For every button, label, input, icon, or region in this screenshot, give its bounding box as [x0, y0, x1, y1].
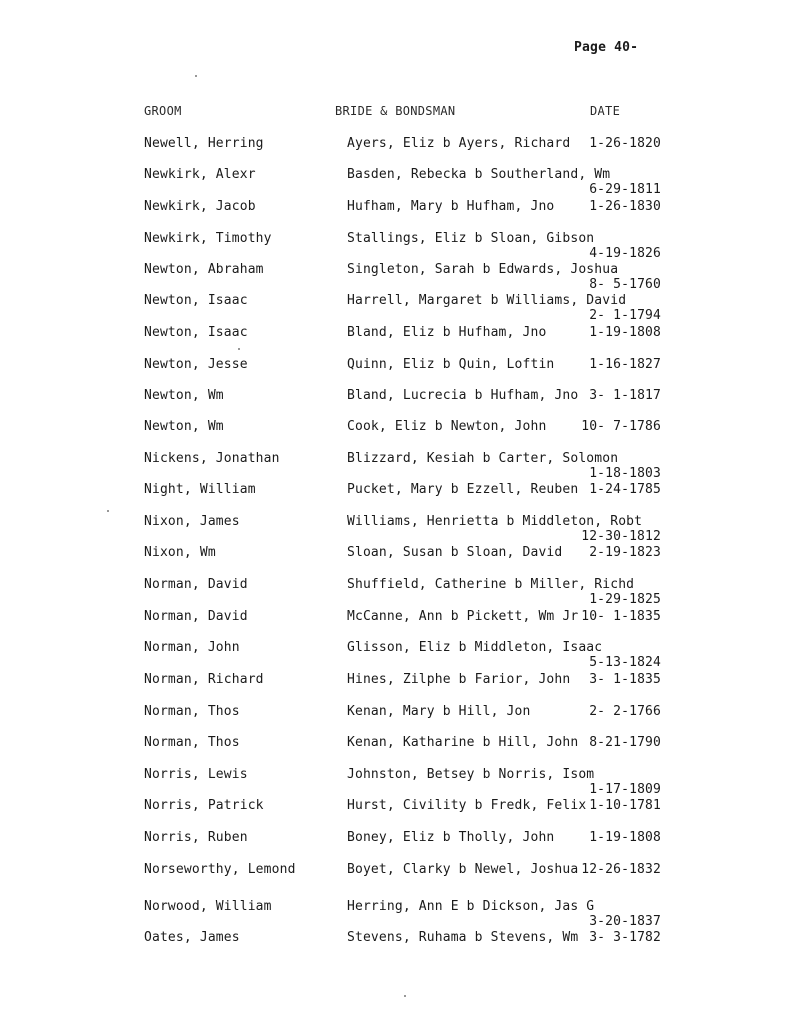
marriage-date: 1-16-1827 — [589, 357, 661, 372]
groom-name: Norman, David — [144, 577, 248, 592]
groom-name: Newton, Wm — [144, 419, 224, 434]
bride-bondsman: Kenan, Mary b Hill, Jon — [347, 704, 531, 719]
record-row — [0, 545, 800, 575]
bride-bondsman: Boney, Eliz b Tholly, John — [347, 830, 555, 845]
bride-bondsman: Kenan, Katharine b Hill, John — [347, 735, 579, 750]
groom-name: Newell, Herring — [144, 136, 264, 151]
record-row — [0, 899, 800, 929]
record-row — [0, 798, 800, 828]
bride-bondsman: Sloan, Susan b Sloan, David — [347, 545, 563, 560]
marriage-date: 10- 1-1835 — [581, 609, 661, 624]
bride-bondsman: Ayers, Eliz b Ayers, Richard — [347, 136, 571, 151]
groom-name: Norwood, William — [144, 899, 272, 914]
bride-bondsman: Johnston, Betsey b Norris, Isom — [347, 767, 595, 782]
groom-name: Nixon, Wm — [144, 545, 216, 560]
record-row — [0, 862, 800, 892]
record-row — [0, 704, 800, 734]
marriage-date: 1-18-1803 — [589, 466, 661, 481]
page-number: Page 40- — [574, 40, 639, 55]
record-row — [0, 136, 800, 166]
marriage-date: 3- 3-1782 — [589, 930, 661, 945]
bride-bondsman: Bland, Lucrecia b Hufham, Jno — [347, 388, 579, 403]
bride-bondsman: Stallings, Eliz b Sloan, Gibson — [347, 231, 595, 246]
scan-speck — [404, 995, 406, 997]
record-row — [0, 167, 800, 197]
record-row — [0, 293, 800, 323]
record-row — [0, 672, 800, 702]
marriage-date: 4-19-1826 — [589, 246, 661, 261]
marriage-date: 12-30-1812 — [581, 529, 661, 544]
scan-speck — [238, 348, 240, 350]
groom-name: Norman, John — [144, 640, 240, 655]
record-row — [0, 419, 800, 449]
marriage-date: 1-26-1830 — [589, 199, 661, 214]
bride-bondsman: Bland, Eliz b Hufham, Jno — [347, 325, 547, 340]
marriage-date: 3- 1-1817 — [589, 388, 661, 403]
groom-name: Newkirk, Jacob — [144, 199, 256, 214]
marriage-date: 1-19-1808 — [589, 325, 661, 340]
bride-bondsman: Pucket, Mary b Ezzell, Reuben — [347, 482, 579, 497]
marriage-date: 8-21-1790 — [589, 735, 661, 750]
marriage-date: 1-29-1825 — [589, 592, 661, 607]
marriage-date: 2- 1-1794 — [589, 308, 661, 323]
record-row — [0, 830, 800, 860]
groom-name: Newton, Abraham — [144, 262, 264, 277]
marriage-date: 12-26-1832 — [581, 862, 661, 877]
column-header-bride-bondsman: BRIDE & BONDSMAN — [335, 104, 456, 118]
groom-name: Newton, Jesse — [144, 357, 248, 372]
record-row — [0, 231, 800, 261]
bride-bondsman: Hurst, Civility b Fredk, Felix — [347, 798, 587, 813]
marriage-date: 1-24-1785 — [589, 482, 661, 497]
marriage-date: 3- 1-1835 — [589, 672, 661, 687]
record-row — [0, 482, 800, 512]
record-row — [0, 735, 800, 765]
scan-speck — [195, 75, 197, 77]
bride-bondsman: Hines, Zilphe b Farior, John — [347, 672, 571, 687]
groom-name: Newton, Isaac — [144, 325, 248, 340]
groom-name: Norman, Richard — [144, 672, 264, 687]
record-row — [0, 199, 800, 229]
groom-name: Newton, Isaac — [144, 293, 248, 308]
groom-name: Oates, James — [144, 930, 240, 945]
groom-name: Nixon, James — [144, 514, 240, 529]
record-row — [0, 640, 800, 670]
marriage-date: 1-19-1808 — [589, 830, 661, 845]
groom-name: Newton, Wm — [144, 388, 224, 403]
bride-bondsman: Williams, Henrietta b Middleton, Robt — [347, 514, 643, 529]
groom-name: Newkirk, Timothy — [144, 231, 272, 246]
bride-bondsman: Quinn, Eliz b Quin, Loftin — [347, 357, 555, 372]
marriage-date: 3-20-1837 — [589, 914, 661, 929]
record-row — [0, 767, 800, 797]
groom-name: Norman, David — [144, 609, 248, 624]
groom-name: Norris, Ruben — [144, 830, 248, 845]
bride-bondsman: Cook, Eliz b Newton, John — [347, 419, 547, 434]
scan-speck — [107, 510, 109, 512]
groom-name: Night, William — [144, 482, 256, 497]
column-header-date: DATE — [590, 104, 621, 118]
bride-bondsman: Hufham, Mary b Hufham, Jno — [347, 199, 555, 214]
groom-name: Nickens, Jonathan — [144, 451, 280, 466]
bride-bondsman: Blizzard, Kesiah b Carter, Solomon — [347, 451, 619, 466]
bride-bondsman: Herring, Ann E b Dickson, Jas G — [347, 899, 595, 914]
groom-name: Norman, Thos — [144, 735, 240, 750]
groom-name: Newkirk, Alexr — [144, 167, 256, 182]
record-row — [0, 388, 800, 418]
column-header-groom: GROOM — [144, 104, 182, 118]
record-row — [0, 577, 800, 607]
groom-name: Norman, Thos — [144, 704, 240, 719]
marriage-date: 5-13-1824 — [589, 655, 661, 670]
bride-bondsman: Stevens, Ruhama b Stevens, Wm — [347, 930, 579, 945]
marriage-date: 6-29-1811 — [589, 182, 661, 197]
bride-bondsman: Singleton, Sarah b Edwards, Joshua — [347, 262, 619, 277]
record-row — [0, 609, 800, 639]
marriage-date: 1-17-1809 — [589, 782, 661, 797]
record-row — [0, 514, 800, 544]
record-row — [0, 451, 800, 481]
bride-bondsman: Harrell, Margaret b Williams, David — [347, 293, 627, 308]
marriage-date: 1-10-1781 — [589, 798, 661, 813]
bride-bondsman: Basden, Rebecka b Southerland, Wm — [347, 167, 611, 182]
record-row — [0, 930, 800, 960]
marriage-date: 2- 2-1766 — [589, 704, 661, 719]
bride-bondsman: McCanne, Ann b Pickett, Wm Jr — [347, 609, 579, 624]
record-row — [0, 262, 800, 292]
groom-name: Norseworthy, Lemond — [144, 862, 296, 877]
marriage-date: 2-19-1823 — [589, 545, 661, 560]
marriage-date: 8- 5-1760 — [589, 277, 661, 292]
groom-name: Norris, Patrick — [144, 798, 264, 813]
marriage-date: 1-26-1820 — [589, 136, 661, 151]
bride-bondsman: Shuffield, Catherine b Miller, Richd — [347, 577, 635, 592]
groom-name: Norris, Lewis — [144, 767, 248, 782]
marriage-date: 10- 7-1786 — [581, 419, 661, 434]
record-row — [0, 357, 800, 387]
bride-bondsman: Glisson, Eliz b Middleton, Isaac — [347, 640, 603, 655]
record-row — [0, 325, 800, 355]
bride-bondsman: Boyet, Clarky b Newel, Joshua — [347, 862, 579, 877]
